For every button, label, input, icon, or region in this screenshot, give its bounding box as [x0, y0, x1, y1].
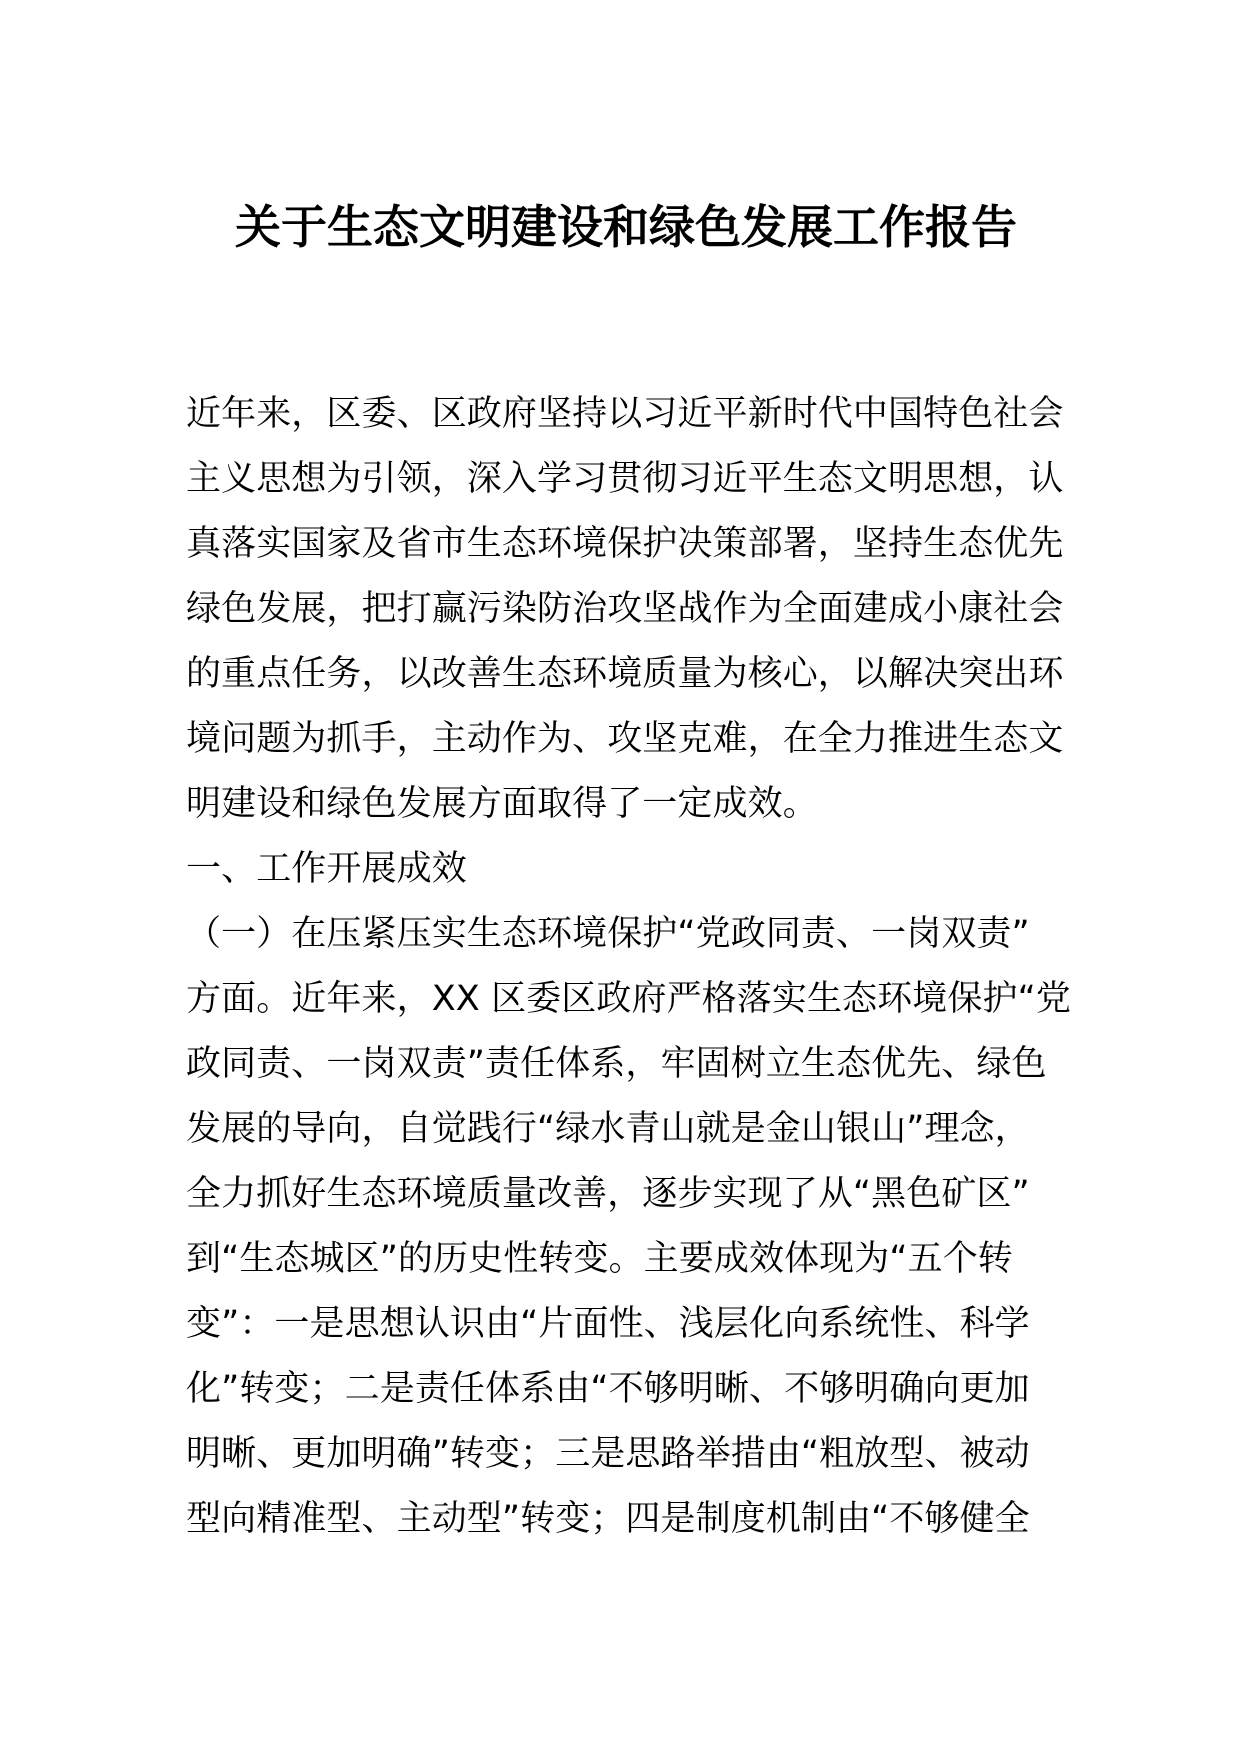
- text-line: 到“生态城区”的历史性转变。主要成效体现为“五个转: [186, 1239, 1013, 1279]
- section-1-1-paragraph: [186, 902, 1071, 1552]
- text-line: 真落实国家及省市生态环境保护决策部署，坚持生态优先: [186, 524, 1064, 564]
- text-line: 全力抓好生态环境质量改善，逐步实现了从“黑色矿区”: [186, 1174, 1030, 1214]
- text-line: 变”：一是思想认识由“片面性、浅层化向系统性、科学: [186, 1304, 1030, 1344]
- text-line: 境问题为抓手，主动作为、攻坚克难，在全力推进生态文: [186, 719, 1064, 759]
- text-line: 方面。近年来，XX 区委区政府严格落实生态环境保护“党: [186, 979, 1071, 1019]
- section-1-heading: [186, 837, 1066, 902]
- text-line: 一、工作开展成效: [186, 849, 467, 889]
- text-line: 型向精准型、主动型”转变；四是制度机制由“不够健全: [186, 1499, 1030, 1539]
- text-line: 明建设和绿色发展方面取得了一定成效。: [186, 784, 818, 824]
- text-line: 近年来，区委、区政府坚持以习近平新时代中国特色社会: [186, 394, 1064, 434]
- text-line: 明晰、更加明确”转变；三是思路举措由“粗放型、被动: [186, 1434, 1030, 1474]
- page-title: 关于生态文明建设和绿色发展工作报告: [235, 200, 1017, 254]
- document-content: [186, 0, 1071, 1552]
- text-line: （一）在压紧压实生态环境保护“党政同责、一岗双责”: [186, 914, 1030, 954]
- text-line: 发展的导向，自觉践行“绿水青山就是金山银山”理念，: [186, 1109, 1030, 1149]
- text-line: 主义思想为引领，深入学习贯彻习近平生态文明思想，认: [186, 459, 1064, 499]
- text-line: 政同责、一岗双责”责任体系，牢固树立生态优先、绿色: [186, 1044, 1047, 1084]
- intro-paragraph: [186, 382, 1066, 837]
- text-line: 绿色发展，把打赢污染防治攻坚战作为全面建成小康社会: [186, 589, 1064, 629]
- text-line: 的重点任务，以改善生态环境质量为核心，以解决突出环: [186, 654, 1064, 694]
- text-line: 化”转变；二是责任体系由“不够明晰、不够明确向更加: [186, 1369, 1030, 1409]
- document-body: [186, 382, 1071, 1552]
